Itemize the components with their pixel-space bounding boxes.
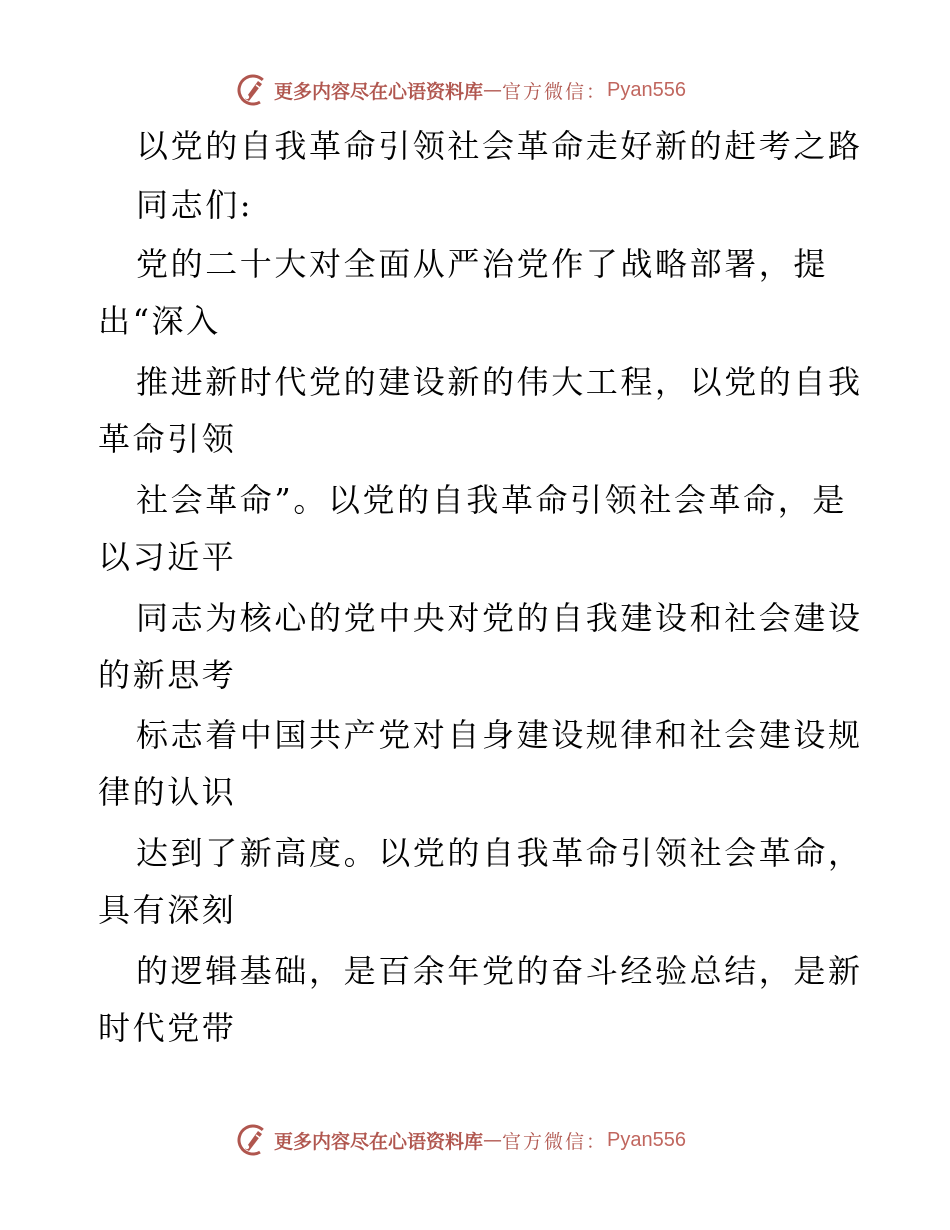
watermark-wechat-id: Pyan556 [607,78,686,101]
watermark-wechat-label: 官方微信： [502,80,608,103]
paragraph-line: 具有深刻 [98,891,237,929]
paragraph-line: 律的认识 [98,773,237,811]
paragraph-line: 标志着中国共产党对自身建设规律和社会建设规 [136,716,863,754]
paragraph-line: 革命引领 [98,420,237,458]
document-title: 以党的自我革命引领社会革命走好新的赶考之路 [136,127,863,165]
watermark-wechat-label: 官方微信： [502,1130,608,1153]
salutation: 同志们: [136,186,254,224]
paragraph-line: 以习近平 [98,538,237,576]
watermark-dash: — [483,1129,503,1151]
watermark-site-text: 更多内容尽在心语资料库 [274,1130,484,1153]
header-watermark [236,72,686,108]
paragraph-line: 的逻辑基础，是百余年党的奋斗经验总结，是新 [136,952,863,990]
quill-pen-logo-icon [236,1123,270,1157]
watermark-dash: — [483,79,503,101]
paragraph-line: 同志为核心的党中央对党的自我建设和社会建设 [136,599,863,637]
footer-watermark [236,1122,686,1158]
paragraph-line: 的新思考 [98,656,237,694]
paragraph-line: 党的二十大对全面从严治党作了战略部署，提 [136,245,829,283]
paragraph-line: 出“深入 [98,302,221,340]
paragraph-line: 推进新时代党的建设新的伟大工程，以党的自我 [136,363,863,401]
paragraph-line: 达到了新高度。以党的自我革命引领社会革命， [136,834,863,872]
paragraph-line: 时代党带 [98,1009,237,1047]
watermark-wechat-id: Pyan556 [607,1128,686,1151]
quill-pen-logo-icon [236,73,270,107]
paragraph-line: 社会革命”。以党的自我革命引领社会革命，是 [136,481,847,519]
watermark-site-text: 更多内容尽在心语资料库 [274,80,484,103]
